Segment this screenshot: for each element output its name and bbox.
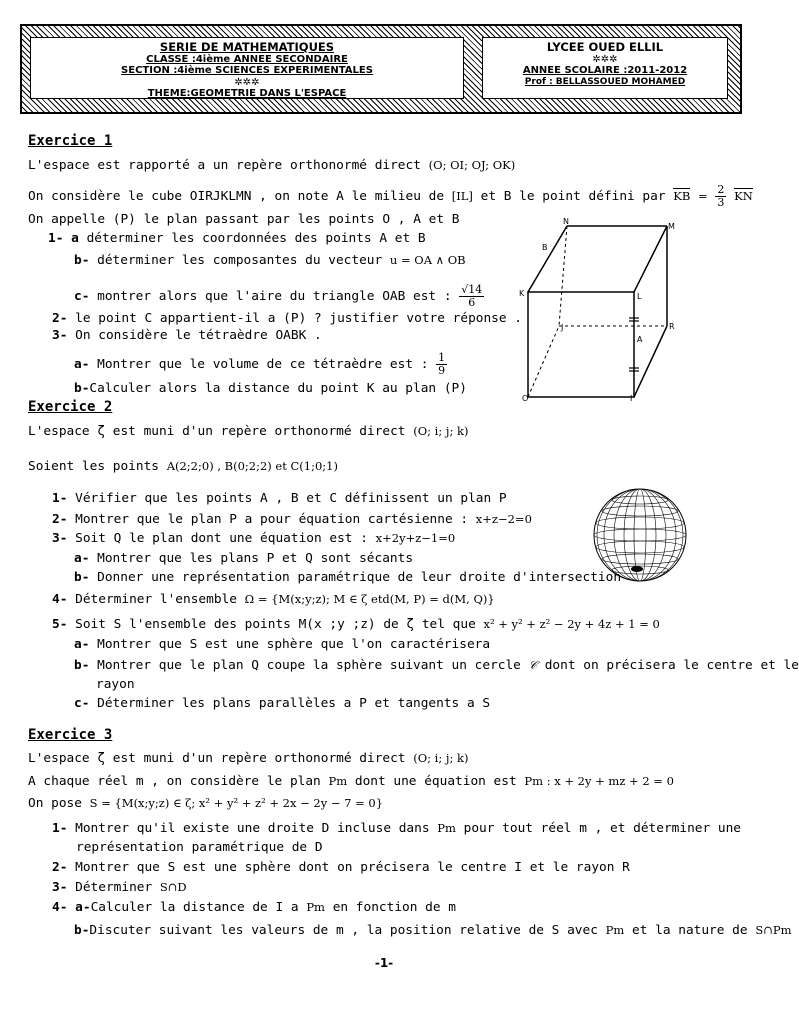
latitude-5: [596, 541, 684, 553]
edge-lm: [634, 226, 667, 292]
q-num: 3-: [52, 880, 68, 895]
frac-den: 3: [717, 196, 725, 209]
ex1-q1b: [74, 252, 466, 269]
exercise-1-title: Exercice 1: [28, 133, 113, 149]
q-text: Soit S l'ensemble des points M(x ;y ;z) de ζ tel que: [75, 617, 476, 632]
theme-line: THEME:GEOMETRIE DANS L'ESPACE: [147, 88, 347, 99]
q-text-2: pour tout réel m , et déterminer une: [463, 821, 741, 836]
ex2-line-1: [28, 423, 468, 440]
q-text: Montrer que les plans P et Q sont sécants: [97, 551, 414, 566]
ex3-l3-math: S = {M(x;y;z) ∈ ζ; x² + y² + z² + 2x − 2y − 7 = 0}: [89, 796, 384, 810]
plane-pm: Pm: [328, 774, 348, 788]
q-text: Donner une représentation paramétrique de leur droite d'intersection: [97, 570, 622, 585]
ex2-q5: [52, 616, 660, 633]
q-text: Soit Q le plan dont une équation est :: [75, 531, 368, 546]
q-math: u = OA ∧ OB: [389, 253, 466, 267]
ex2-q3a: [74, 551, 413, 567]
q-text: déterminer les coordonnées des points A et B: [86, 231, 426, 246]
ex3-l2-text: A chaque réel m , on considère le plan: [28, 774, 321, 789]
ex1-q1c: [74, 284, 484, 309]
ex1-l2-text-b: et B le point défini par: [480, 189, 666, 204]
q-letter: b-: [74, 381, 90, 396]
q-num: 5-: [52, 617, 68, 632]
q-num: 1-: [48, 231, 64, 246]
vector-kn: KN: [734, 189, 753, 203]
q-letter: a-: [74, 551, 90, 566]
ex1-line-1: [28, 157, 515, 174]
q-text: Discuter suivant les valeurs de m , la position relative de S avec: [89, 923, 598, 938]
label-k: K: [519, 289, 525, 298]
latitude-6: [602, 554, 678, 564]
class-line: CLASSE :4ième ANNEE SECONDAIRE: [146, 53, 348, 65]
ex1-l1-text: L'espace est rapporté a un repère orthonormé direct: [28, 158, 421, 173]
ex2-q5b: [74, 657, 799, 674]
frac-den: 6: [468, 296, 476, 309]
q-num: 1-: [52, 491, 68, 506]
q-letter: c-: [74, 696, 90, 711]
ex2-q4: [52, 591, 495, 608]
plane-pm: Pm: [437, 821, 456, 835]
label-i: I: [630, 394, 633, 403]
q-num: 4-: [52, 900, 68, 915]
label-a: A: [637, 335, 643, 344]
q-text-2: et la nature de: [632, 923, 748, 938]
ex1-l1-math: (O; OI; OJ; OK): [428, 158, 516, 172]
ex3-l3-text: On pose: [28, 796, 82, 811]
ex2-l2-text: Soient les points: [28, 459, 159, 474]
q-math: Ω = {M(x;y;z); M ∈ ζ etd(M, P) = d(M, Q)}: [244, 592, 495, 606]
ex3-line-1: [28, 750, 468, 767]
fraction-2-3: [715, 184, 726, 209]
ex3-l2-math: Pm : x + 2y + mz + 2 = 0: [524, 774, 674, 788]
sphere-figure: [585, 485, 695, 585]
q-letter: c-: [74, 289, 90, 304]
label-o: O: [522, 394, 529, 403]
plane-pm: Pm: [306, 900, 325, 914]
ex3-q1-cont: représentation paramétrique de D: [76, 840, 323, 855]
q-letter: a-: [74, 357, 90, 372]
q-text: déterminer les composantes du vecteur: [97, 253, 383, 268]
latitude-1: [594, 529, 686, 541]
page-number: -1-: [374, 956, 394, 970]
ex2-q5b-cont: rayon: [96, 677, 135, 692]
q-text: Montrer qu'il existe une droite D incluse dans: [75, 821, 430, 836]
q-letter: b-: [74, 570, 90, 585]
ex3-line-3: [28, 795, 383, 812]
q-math: x² + y² + z² − 2y + 4z + 1 = 0: [483, 617, 660, 631]
ex1-q1a: [48, 231, 426, 247]
ex2-q3b: [74, 570, 621, 586]
label-l: L: [637, 292, 642, 301]
stars-right: ✲✲✲: [592, 53, 618, 65]
frac-num: √14: [461, 283, 483, 296]
header-left-box: [30, 37, 464, 99]
ex1-line-2: [28, 184, 753, 209]
q-math: x+z−2=0: [475, 512, 532, 526]
ex1-q2: [52, 311, 522, 327]
ex3-q3: [52, 879, 187, 896]
q-text: Déterminer: [75, 880, 153, 895]
frac-den: 9: [438, 364, 446, 377]
q-num: 2-: [52, 311, 68, 326]
ex3-l2-text-b: dont une équation est: [354, 774, 517, 789]
edge-oj: [528, 326, 559, 397]
label-r: R: [669, 322, 675, 331]
stars-left: ✲✲✲: [234, 76, 260, 88]
teacher-name: Prof : BELLASSOUED MOHAMED: [524, 76, 686, 87]
q-text: Montrer que S est une sphère dont on précisera le centre I et le rayon R: [75, 860, 630, 875]
ex2-q5a: [74, 637, 490, 653]
label-j: J: [561, 323, 564, 332]
q-text: Vérifier que les points A , B et C définissent un plan P: [75, 491, 507, 506]
series-title: SERIE DE MATHEMATIQUES: [159, 40, 335, 54]
q-letter: b-: [74, 658, 90, 673]
ex2-q5c: [74, 696, 490, 712]
ex3-q2: [52, 860, 630, 876]
q-math: S∩D: [159, 880, 187, 894]
ex1-q3: [52, 328, 322, 344]
q-text: le point C appartient-il a (P) ? justifier votre réponse .: [75, 311, 522, 326]
ex1-line-3: On appelle (P) le plan passant par les points O , A et B: [28, 212, 460, 227]
ex3-q4b: [74, 922, 791, 939]
q-text-2: en fonction de m: [332, 900, 456, 915]
ex1-q3a: [74, 352, 447, 377]
exercise-2-title: Exercice 2: [28, 399, 113, 415]
label-m: M: [668, 222, 675, 231]
circle-symbol: 𝒞: [528, 658, 537, 672]
q-text: Montrer que le plan Q coupe la sphère suivant un cercle: [97, 658, 521, 673]
q-letter: a-: [75, 900, 91, 915]
latitude-4: [612, 496, 668, 504]
ex2-l1-math: (O; i; j; k): [413, 424, 469, 438]
q-num: 2-: [52, 512, 68, 527]
plane-pm: Pm: [605, 923, 625, 937]
ex1-q3b: [74, 381, 467, 397]
latitude-2: [596, 517, 684, 529]
ex2-q1: [52, 491, 507, 507]
ex3-q4a: [52, 899, 456, 916]
exercise-3-title: Exercice 3: [28, 727, 113, 743]
label-b: B: [542, 243, 548, 252]
edge-nj: [559, 226, 567, 326]
equals-sign: =: [698, 189, 708, 203]
vector-kb: KB: [673, 189, 691, 203]
q-text: Calculer la distance de I a: [90, 900, 299, 915]
q-letter: a: [71, 231, 79, 246]
frac-num: 2: [717, 183, 725, 196]
q-text: Montrer que le volume de ce tétraèdre est :: [97, 357, 429, 372]
q-text: Déterminer l'ensemble: [75, 592, 237, 607]
q-num: 2-: [52, 860, 68, 875]
fraction-1-9: [436, 352, 447, 377]
school-year: ANNEE SCOLAIRE :2011-2012: [522, 65, 688, 76]
q-num: 1-: [52, 821, 68, 836]
ex2-l1-text: L'espace ζ est muni d'un repère orthonormé direct: [28, 424, 406, 439]
label-n: N: [563, 217, 569, 226]
q-math: S∩Pm: [755, 923, 792, 937]
q-letter: b-: [74, 923, 90, 938]
q-letter: a-: [74, 637, 90, 652]
cube-figure: [510, 214, 690, 404]
ex3-q1: [52, 820, 741, 837]
edge-kn: [528, 226, 567, 292]
q-text: Montrer que le plan P a pour équation cartésienne :: [75, 512, 469, 527]
cube-front-face: [528, 292, 634, 397]
frac-num: 1: [438, 351, 446, 364]
ex2-q3: [52, 530, 455, 547]
q-text: Déterminer les plans parallèles a P et tangents a S: [97, 696, 491, 711]
q-letter: b-: [74, 253, 90, 268]
ex1-l2-math: [IL]: [451, 189, 473, 203]
q-text: On considère le tétraèdre OABK .: [75, 328, 322, 343]
ex3-line-2: [28, 773, 674, 790]
q-math: x+2y+z−1=0: [375, 531, 456, 545]
q-text: montrer alors que l'aire du triangle OAB est :: [97, 289, 452, 304]
header-right-box: [482, 37, 728, 99]
school-name: LYCEE OUED ELLIL: [546, 40, 664, 54]
ex2-l2-math: A(2;2;0) , B(0;2;2) et C(1;0;1): [166, 459, 338, 473]
ex2-line-2: [28, 458, 338, 475]
q-num: 4-: [52, 592, 68, 607]
q-num: 3-: [52, 328, 68, 343]
section-line: SECTION :4ième SCIENCES EXPERIMENTALES: [121, 65, 373, 76]
ex2-q2: [52, 511, 532, 528]
fraction-sqrt14-6: [459, 284, 484, 309]
latitude-3: [602, 506, 678, 516]
q-text: Calculer alors la distance du point K au plan (P): [89, 381, 467, 396]
ex3-l1-text: L'espace ζ est muni d'un repère orthonormé direct: [28, 751, 406, 766]
sphere-pole: [631, 566, 643, 572]
q-num: 3-: [52, 531, 68, 546]
q-text-2: dont on précisera le centre et le: [544, 658, 799, 673]
q-text: Montrer que S est une sphère que l'on caractérisera: [97, 637, 491, 652]
ex1-l2-text: On considère le cube OIRJKLMN , on note A le milieu de: [28, 189, 445, 204]
ex3-l1-math: (O; i; j; k): [413, 751, 469, 765]
